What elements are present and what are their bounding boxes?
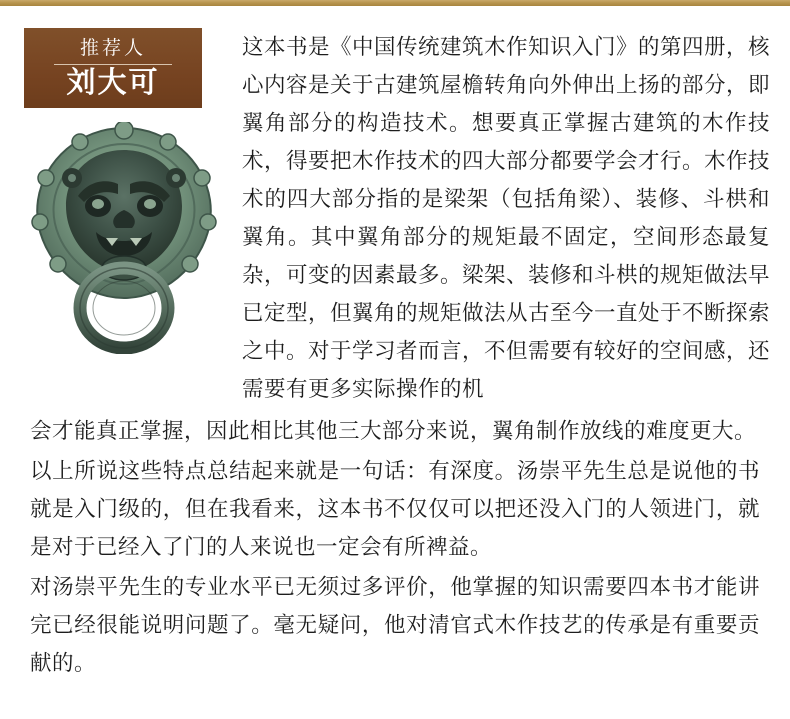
door-knocker-illustration: [18, 122, 230, 354]
paragraph-2: 以上所说这些特点总结起来就是一句话：有深度。汤崇平先生总是说他的书就是入门级的，但在我看来，这本书不仅仅可以把还没入门的人领进门，就是对于已经入了门的人来说也一定会有所裨益。: [30, 459, 760, 559]
paragraph-1: 这本书是《中国传统建筑木作知识入门》的第四册，核心内容是关于古建筑屋檐转角向外伸出上扬的部分，即翼角部分的构造技术。想要真正掌握古建筑的木作技术，得要把木作技术的四大部分都要学会才行。木作技术的四大部分指的是梁架（包括角梁）、装修、斗栱和翼角。其中翼角部分的规矩最不固定，空间形态最复杂，可变的因素最多。梁架、装修和斗栱的规矩做法早已定型，但翼角的规矩做法从古至今一直处于不断探索之中。对于学习者而言，不但需要有较好的空间感，还需要有更多实际操作的机: [242, 35, 771, 401]
left-column: [18, 28, 238, 354]
paragraph-1-tail: 会才能真正掌握，因此相比其他三大部分来说，翼角制作放线的难度更大。: [30, 419, 757, 443]
recommender-badge: [24, 28, 202, 108]
main-text-column: [242, 28, 770, 408]
lion-head-knocker-icon: [18, 122, 230, 354]
paragraph-3: 对汤崇平先生的专业水平已无须过多评价，他掌握的知识需要四本书才能讲完已经很能说明问题了。毫无疑问，他对清官式木作技艺的传承是有重要贡献的。: [30, 575, 760, 675]
top-gold-rule: [0, 0, 790, 6]
full-width-text-block: [30, 412, 760, 684]
content-area: [0, 28, 790, 408]
recommender-label: 推荐人: [79, 38, 146, 59]
recommender-name: 刘大可: [66, 67, 160, 99]
badge-divider: [54, 64, 172, 65]
